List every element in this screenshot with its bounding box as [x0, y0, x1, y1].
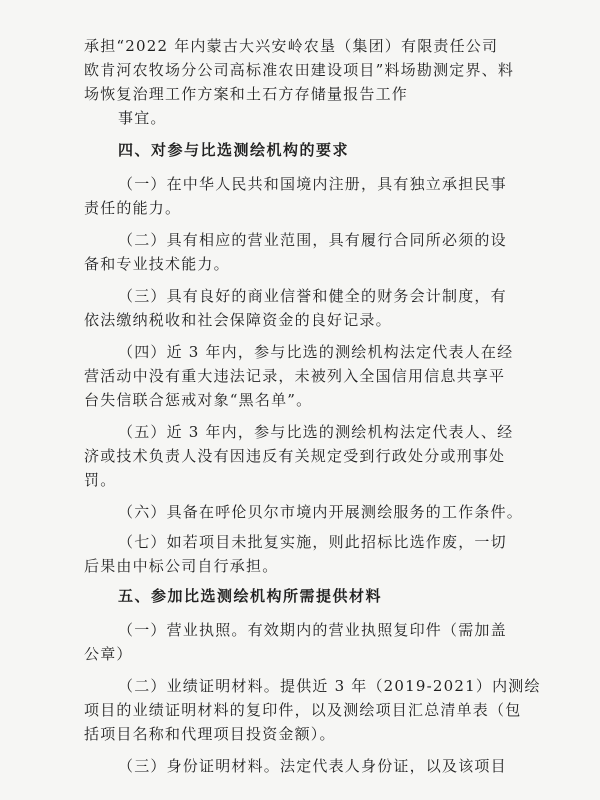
item-line: 备和专业技术能力。 [84, 255, 230, 273]
intro-paragraph [84, 34, 544, 130]
item-line: （一）营业执照。有效期内的营业执照复印件（需加盖 [118, 621, 507, 639]
section5-item-1 [84, 618, 544, 666]
item-line: （七）如若项目未批复实施，则此招标比选作废，一切 [118, 533, 507, 551]
item-line: 项目的业绩证明材料的复印件，以及测绘项目汇总清单表（包 [84, 701, 522, 719]
item-line: （二）业绩证明材料。提供近 3 年（2019-2021）内测绘 [118, 677, 541, 695]
intro-line: 欧肯河农牧场分公司高标准农田建设项目”料场勘测定界、料 [84, 61, 515, 79]
item-line: 后果由中标公司自行承担。 [84, 557, 279, 575]
intro-line: 承担“2022 年内蒙古大兴安岭农垦（集团）有限责任公司 [84, 37, 499, 55]
section4-item-1 [84, 172, 544, 220]
item-line: 责任的能力。 [84, 199, 182, 217]
item-line: （二）具有相应的营业范围，具有履行合同所必须的设 [118, 231, 507, 249]
section4-item-6 [84, 500, 544, 524]
section4-item-7 [84, 530, 544, 578]
section4-item-2 [84, 228, 544, 276]
item-line: （三）具有良好的商业信誉和健全的财务会计制度，有 [118, 287, 507, 305]
item-line: （六）具备在呼伦贝尔市境内开展测绘服务的工作条件。 [118, 503, 524, 521]
item-line: （四）近 3 年内，参与比选的测绘机构法定代表人在经 [118, 343, 514, 361]
item-line: 公章） [84, 645, 133, 663]
section5-heading: 五、参加比选测绘机构所需提供材料 [118, 587, 383, 605]
section4-heading: 四、对参与比选测绘机构的要求 [118, 141, 350, 159]
section4-item-5 [84, 420, 544, 492]
item-line: （五）近 3 年内，参与比选的测绘机构法定代表人、经 [118, 423, 514, 441]
section5-item-3 [84, 754, 544, 778]
section4-item-3 [84, 284, 544, 332]
section4-item-4 [84, 340, 544, 412]
item-line: 括项目名称和代理项目投资金额）。 [84, 725, 336, 743]
intro-trailing-line: 事宜。 [118, 109, 167, 127]
item-line: 台失信联合惩戒对象“黑名单”。 [84, 391, 313, 409]
item-line: 罚。 [84, 471, 117, 489]
item-line: （三）身份证明材料。法定代表人身份证，以及该项目 [118, 757, 507, 775]
item-line: 济或技术负责人没有因违反有关规定受到行政处分或刑事处 [84, 447, 506, 465]
item-line: （一）在中华人民共和国境内注册，具有独立承担民事 [118, 175, 507, 193]
intro-line: 场恢复治理工作方案和土石方存储量报告工作 [84, 85, 409, 103]
item-line: 营活动中没有重大违法记录，未被列入全国信用信息共享平 [84, 367, 506, 385]
section5-item-2 [84, 674, 544, 746]
item-line: 依法缴纳税收和社会保障资金的良好记录。 [84, 311, 392, 329]
